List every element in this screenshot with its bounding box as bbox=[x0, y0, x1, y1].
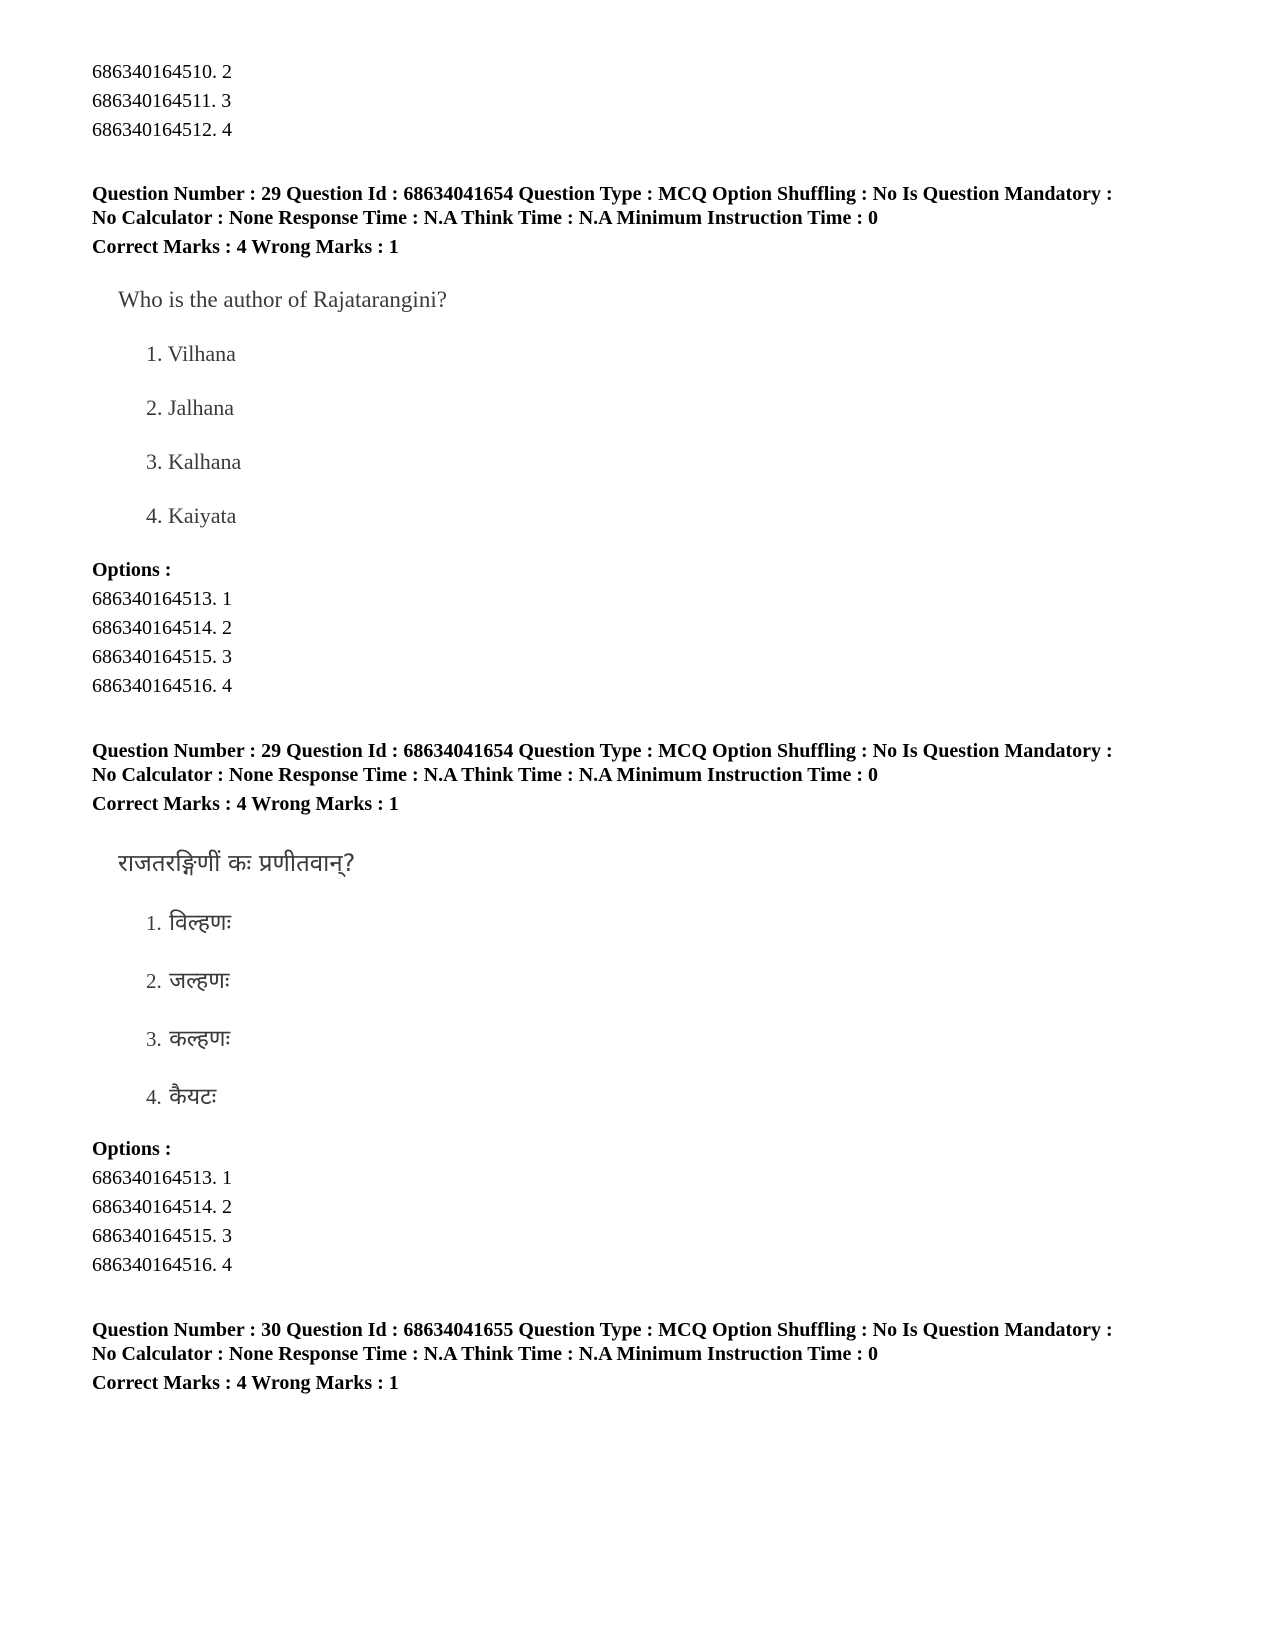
question-header-continued: No Calculator : None Response Time : N.A Think Time : N.A Minimum Instruction Time : 0 bbox=[92, 1343, 878, 1365]
question-marks: Correct Marks : 4 Wrong Marks : 1 bbox=[92, 1372, 399, 1394]
question-header-continued: No Calculator : None Response Time : N.A Think Time : N.A Minimum Instruction Time : 0 bbox=[92, 207, 878, 229]
question-header: Question Number : 29 Question Id : 68634041654 Question Type : MCQ Option Shuffling : No Is Question Mandatory : bbox=[92, 740, 1113, 762]
choice-text: Kalhana bbox=[168, 449, 242, 474]
option-id-line: 686340164511. 3 bbox=[92, 90, 232, 112]
choice-number: 3. bbox=[146, 449, 163, 474]
option-id-line: 686340164515. 3 bbox=[92, 646, 232, 668]
option-id-line: 686340164512. 4 bbox=[92, 119, 232, 141]
question-choice bbox=[146, 905, 231, 937]
choice-number: 2. bbox=[146, 969, 162, 993]
choice-text: विल्हणः bbox=[169, 910, 232, 936]
choice-number: 1. bbox=[146, 341, 163, 366]
question-choice bbox=[146, 395, 234, 421]
choice-text: जल्हणः bbox=[169, 968, 230, 994]
option-id-line: 686340164513. 1 bbox=[92, 1167, 232, 1189]
option-id-line: 686340164514. 2 bbox=[92, 617, 232, 639]
question-choice bbox=[146, 503, 236, 529]
question-marks: Correct Marks : 4 Wrong Marks : 1 bbox=[92, 793, 399, 815]
question-header-continued: No Calculator : None Response Time : N.A Think Time : N.A Minimum Instruction Time : 0 bbox=[92, 764, 878, 786]
choice-number: 3. bbox=[146, 1027, 162, 1051]
option-id-line: 686340164510. 2 bbox=[92, 61, 232, 83]
choice-number: 2. bbox=[146, 395, 163, 420]
options-label: Options : bbox=[92, 559, 172, 581]
question-stem: Who is the author of Rajatarangini? bbox=[118, 287, 447, 312]
options-label: Options : bbox=[92, 1138, 172, 1160]
question-header: Question Number : 29 Question Id : 68634041654 Question Type : MCQ Option Shuffling : No Is Question Mandatory : bbox=[92, 183, 1113, 205]
choice-text: Jalhana bbox=[168, 395, 234, 420]
choice-number: 1. bbox=[146, 911, 162, 935]
option-id-line: 686340164515. 3 bbox=[92, 1225, 232, 1247]
option-id-line: 686340164514. 2 bbox=[92, 1196, 232, 1218]
choice-number: 4. bbox=[146, 1085, 162, 1109]
question-marks: Correct Marks : 4 Wrong Marks : 1 bbox=[92, 236, 399, 258]
choice-text: कल्हणः bbox=[169, 1026, 231, 1052]
option-id-line: 686340164513. 1 bbox=[92, 588, 232, 610]
question-choice bbox=[146, 963, 230, 995]
choice-text: कैयटः bbox=[169, 1084, 217, 1110]
question-choice bbox=[146, 1079, 216, 1111]
question-choice bbox=[146, 341, 236, 367]
question-header: Question Number : 30 Question Id : 68634041655 Question Type : MCQ Option Shuffling : No Is Question Mandatory : bbox=[92, 1319, 1113, 1341]
question-stem: राजतरङ्गिणीं कः प्रणीतवान्? bbox=[118, 849, 356, 877]
choice-text: Kaiyata bbox=[168, 503, 237, 528]
option-id-line: 686340164516. 4 bbox=[92, 1254, 232, 1276]
question-choice bbox=[146, 1021, 230, 1053]
option-id-line: 686340164516. 4 bbox=[92, 675, 232, 697]
choice-number: 4. bbox=[146, 503, 163, 528]
question-choice bbox=[146, 449, 241, 475]
choice-text: Vilhana bbox=[167, 341, 236, 366]
